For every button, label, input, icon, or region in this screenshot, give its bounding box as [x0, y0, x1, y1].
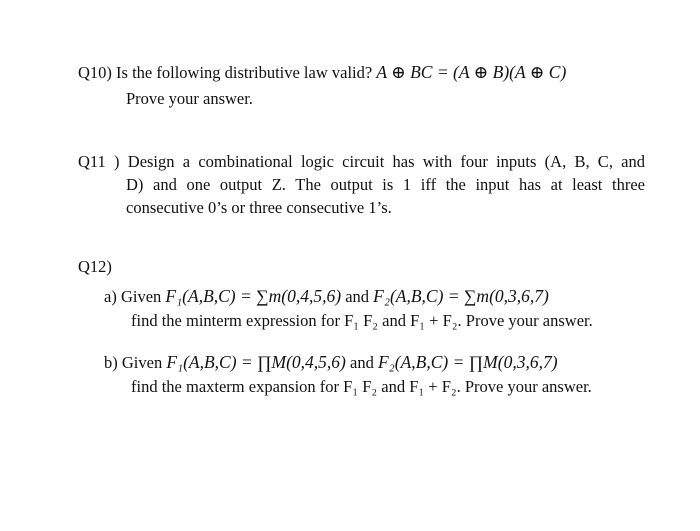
q11-line-2: D) and one output Z. The output is 1 iff the input has at least three — [126, 175, 645, 194]
q10-line-2: Prove your answer. — [126, 89, 253, 108]
q12b-line-1 — [104, 352, 558, 373]
q11-line-3: consecutive 0’s or three consecutive 1’s. — [126, 198, 392, 217]
q10-equation: A ⊕ BC = (A ⊕ B)(A ⊕ C) — [376, 62, 567, 82]
q12a-f1-expression: F₁(A,B,C) = ∑m(0,4,5,6) — [165, 286, 342, 306]
q12b-line-2: find the maxterm expansion for F₁ F₂ and F₁ + F₂. Prove your answer. — [131, 377, 592, 396]
q12a-and: and — [345, 287, 370, 306]
q10-question-text: Q10) Is the following distributive law valid? — [78, 63, 373, 82]
q12b-and: and — [350, 353, 374, 372]
q10-line-1 — [78, 62, 566, 83]
q12-label: Q12) — [78, 257, 112, 276]
q12a-line-2: find the minterm expression for F₁ F₂ and F₁ + F₂. Prove your answer. — [131, 311, 593, 330]
q12a-line-1 — [104, 286, 549, 307]
q11-line-1: Q11 ) Design a combinational logic circuit has with four inputs (A, B, C, and — [78, 152, 645, 171]
q12b-prefix: b) Given — [104, 353, 163, 372]
q12a-prefix: a) Given — [104, 287, 162, 306]
q12a-f2-expression: F₂(A,B,C) = ∑m(0,3,6,7) — [373, 286, 549, 306]
q12b-f1-expression: F₁(A,B,C) = ∏M(0,4,5,6) — [166, 352, 346, 372]
q12b-f2-expression: F₂(A,B,C) = ∏M(0,3,6,7) — [377, 352, 558, 372]
